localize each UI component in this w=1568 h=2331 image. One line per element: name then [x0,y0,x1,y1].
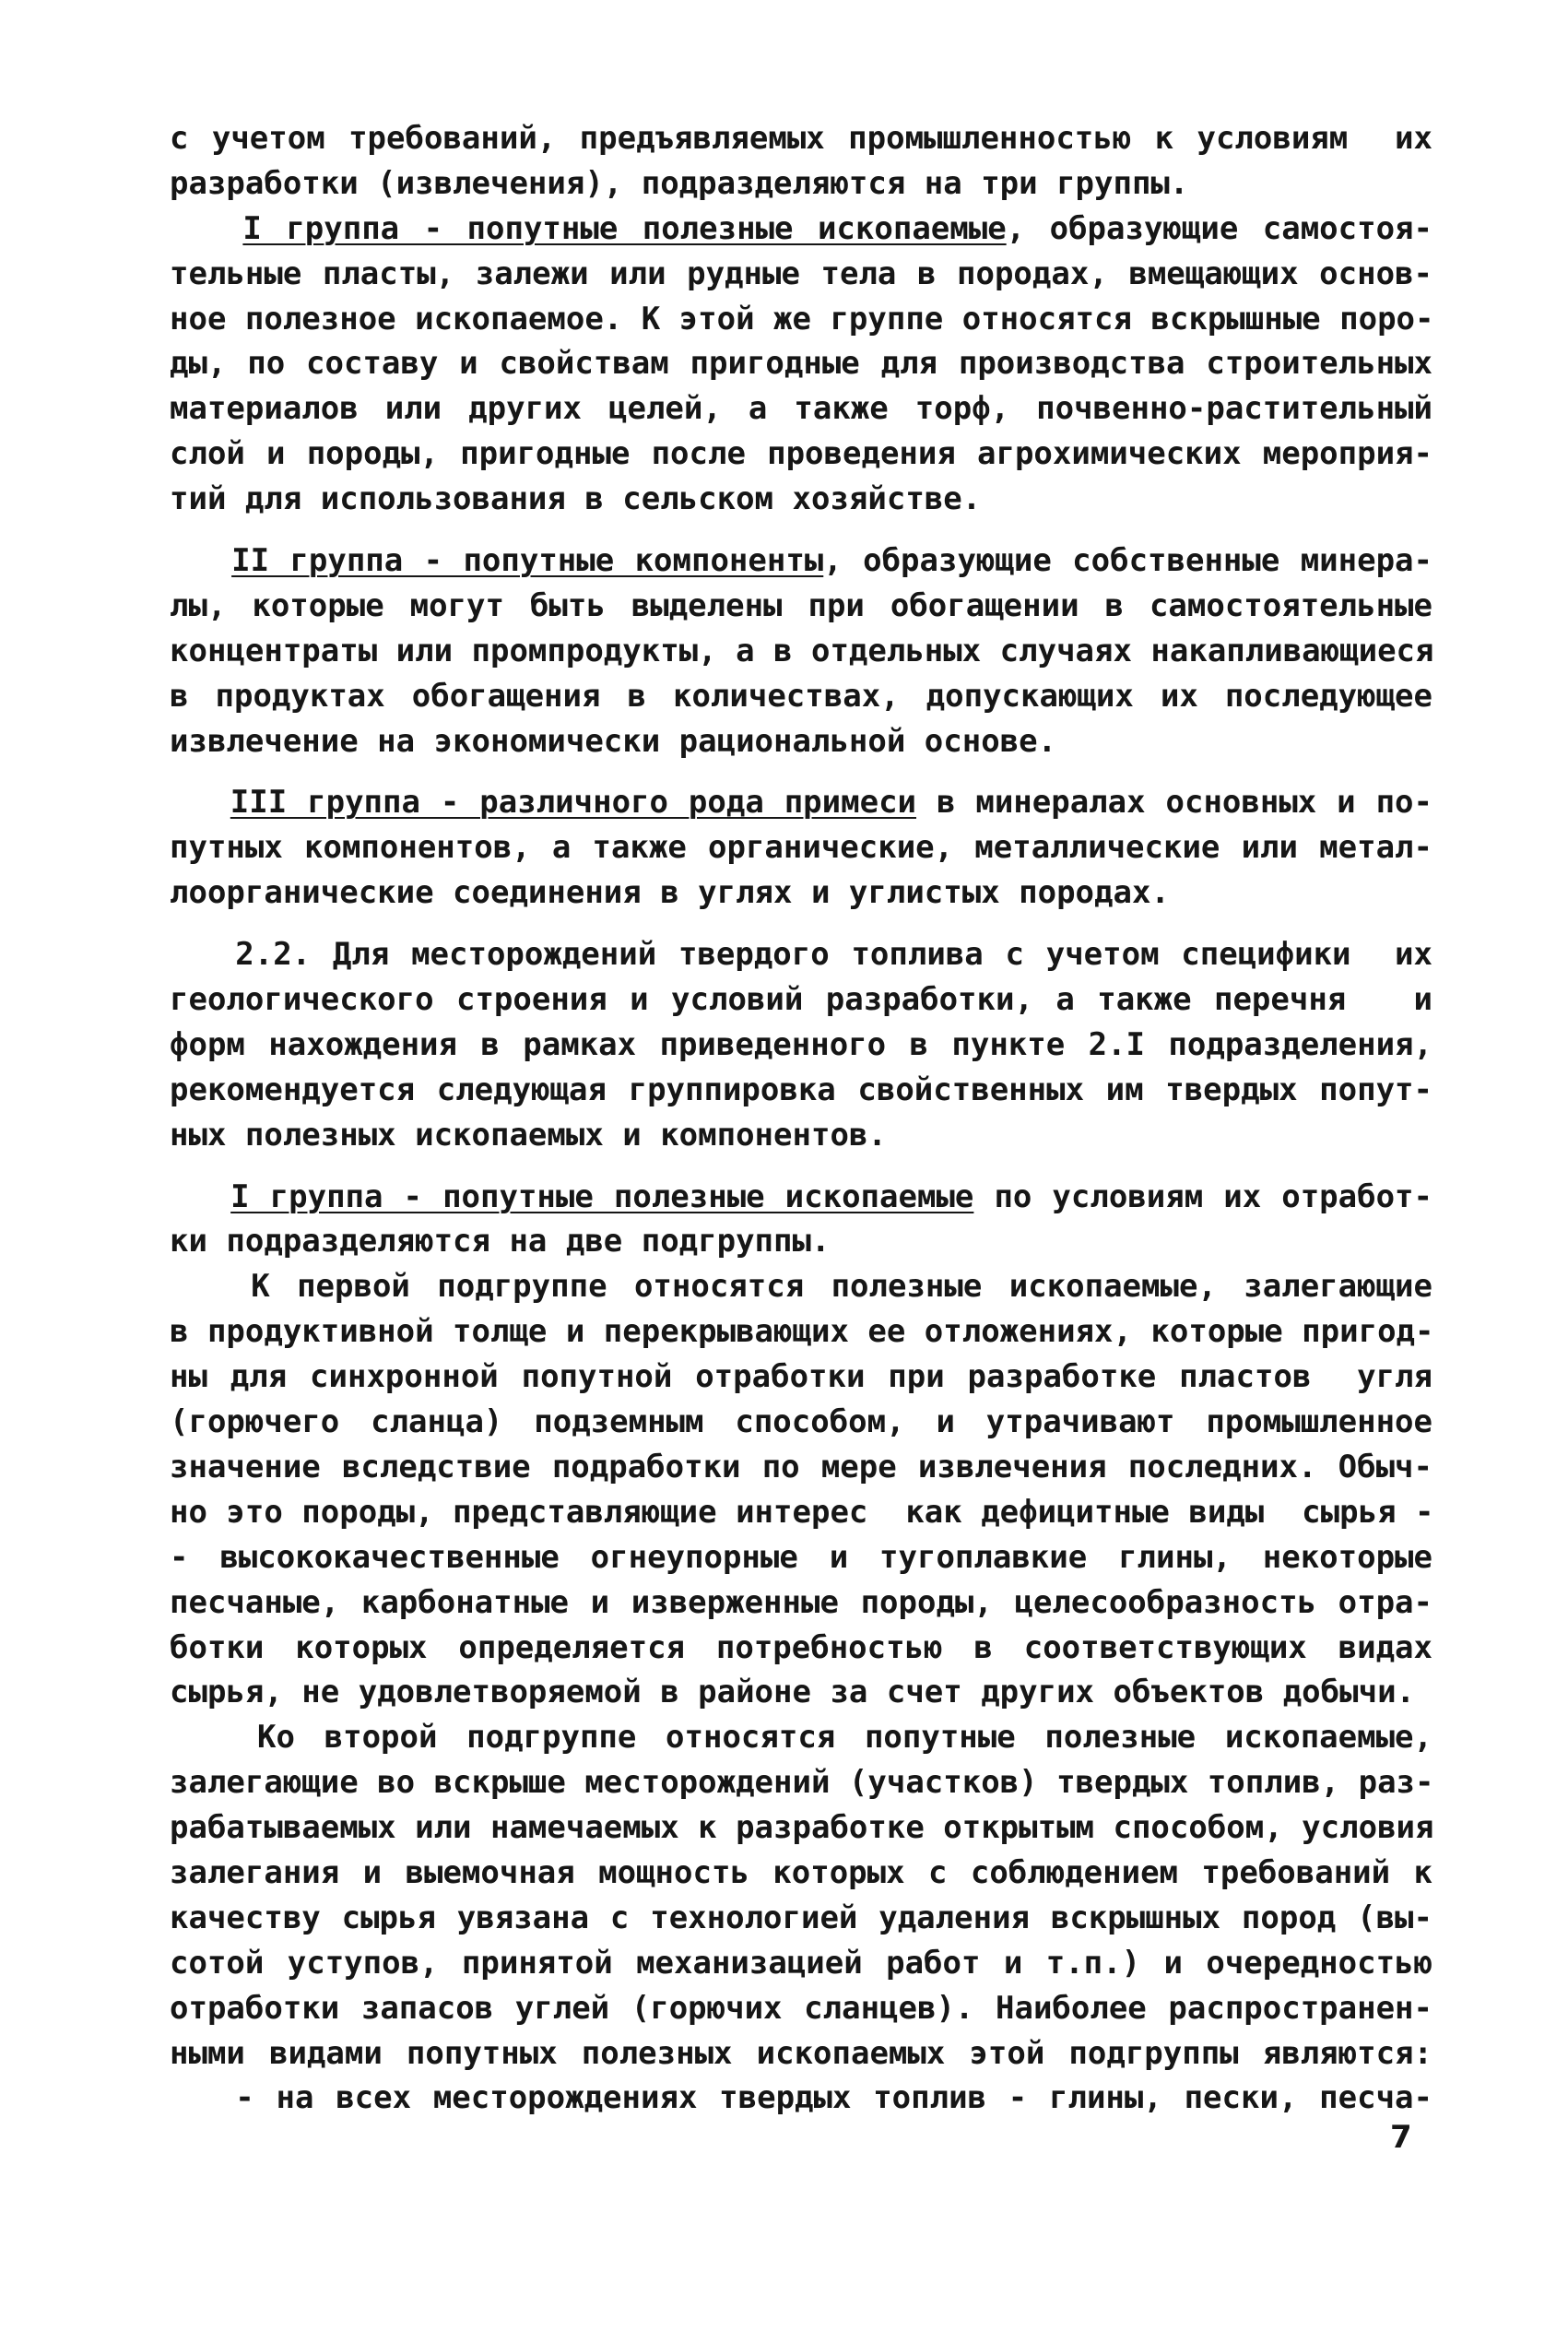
text-line: рекомендуется следующая группировка свойственных им твердых попут- [170,1071,1432,1108]
paragraph-gap [170,1158,1432,1175]
text-line: ды, по составу и свойствам пригодные для производства строительных [170,345,1432,383]
text-line: тельные пласты, залежи или рудные тела в породах, вмещающих основ- [170,254,1432,292]
text-fragment: в минералах основных и по- [916,784,1432,822]
text-line: слой и породы, пригодные после проведения агрохимических мероприя- [170,435,1432,473]
text-line: с учетом требований, предъявляемых промышленностью к условиям их [170,120,1432,157]
text-line: значение вследствие подработки по мере извлечения последних. Обыч- [170,1448,1432,1485]
text-line: ны для синхронной попутной отработки при разработке пластов угля [170,1358,1432,1396]
text-line: лоорганические соединения в углях и углистых породах. [170,874,1170,912]
paragraph-gap [170,916,1432,932]
indent [170,784,230,821]
text-fragment: , образующие собственные минера- [823,542,1432,580]
text-line [170,1175,1432,1220]
text-line: ное полезное ископаемое. К этой же группе относятся вскрышные поро- [170,300,1434,337]
text-line: но это породы, представляющие интерес как дефицитные виды сырья - [170,1493,1434,1531]
text-line: (горючего сланца) подземным способом, и утрачивают промышленное [170,1403,1432,1441]
text-fragment: , образующие самостоя- [1006,209,1432,247]
text-line: тий для использования в сельском хозяйстве. [170,480,982,518]
text-line: сырья, не удовлетворяемой в районе за счет других объектов добычи. [170,1674,1416,1711]
text-line: сотой уступов, принятой механизацией работ и т.п.) и очередностью [170,1944,1432,1982]
text-line: - высококачественные огнеупорные и тугоплавкие глины, некоторые [170,1538,1432,1576]
text-line: материалов или других целей, а также торф, почвенно-растительный [170,390,1432,428]
text-line: залегающие во вскрыше месторождений (участков) твердых топлив, раз- [170,1764,1434,1802]
text-line: геологического строения и условий разработки, а также перечня и [170,981,1432,1019]
text-line [170,207,1432,252]
text-line: путных компонентов, а также органические, металлические или метал- [170,829,1432,867]
text-line: ботки которых определяется потребностью в соответствующих видах [170,1628,1432,1666]
page-number: 7 [1390,2119,1412,2156]
text-line: рабатываемых или намечаемых к разработке открытым способом, условия [170,1809,1434,1847]
text-line: в продуктах обогащения в количествах, допускающих их последующее [170,677,1432,715]
text-line: форм нахождения в рамках приведенного в пункте 2.I подразделения, [170,1025,1432,1063]
text-line: качеству сырья увязана с технологией удаления вскрышных пород (вы- [170,1899,1432,1936]
body-text [170,116,1432,2121]
text-line [170,538,1432,584]
group-3-heading: III группа - различного рода примеси [230,784,917,822]
indent [170,1178,230,1215]
indent [170,542,231,579]
text-line: ки подразделяются на две подгруппы. [170,1223,831,1260]
text-fragment: по условиям их отработ- [973,1177,1432,1215]
text-line: - на всех месторождениях твердых топлив - глины, пески, песча- [170,2079,1432,2117]
group-1-heading: I группа - попутные полезные ископаемые [242,209,1007,247]
group-2-heading: II группа - попутные компоненты [231,542,824,580]
paragraph-gap [170,522,1432,538]
text-line: концентраты или промпродукты, а в отдельных случаях накапливающиеся [170,632,1434,669]
group-1-subheading: I группа - попутные полезные ископаемые [230,1177,974,1215]
text-line [170,780,1432,825]
text-line: К первой подгруппе относятся полезные ископаемые, залегающие [170,1268,1432,1306]
text-line: лы, которые могут быть выделены при обогащении в самостоятельные [170,586,1432,624]
text-line: отработки запасов углей (горючих сланцев). Наиболее распространен- [170,1989,1432,2027]
text-line: извлечение на экономически рациональной основе. [170,722,1057,760]
text-line: залегания и выемочная мощность которых с соблюдением требований к [170,1853,1432,1891]
text-line: разработки (извлечения), подразделяются на три группы. [170,164,1189,202]
text-line: песчаные, карбонатные и изверженные породы, целесообразность отра- [170,1583,1432,1621]
indent [170,210,242,247]
text-line: 2.2. Для месторождений твердого топлива с учетом специфики их [170,936,1432,974]
text-line: Ко второй подгруппе относятся попутные полезные ископаемые, [170,1719,1432,1757]
text-line: в продуктивной толще и перекрывающих ее отложениях, которые пригод- [170,1313,1434,1351]
paragraph-gap [170,763,1432,780]
text-line: ными видами попутных полезных ископаемых этой подгруппы являются: [170,2034,1432,2072]
text-line: ных полезных ископаемых и компонентов. [170,1116,887,1154]
